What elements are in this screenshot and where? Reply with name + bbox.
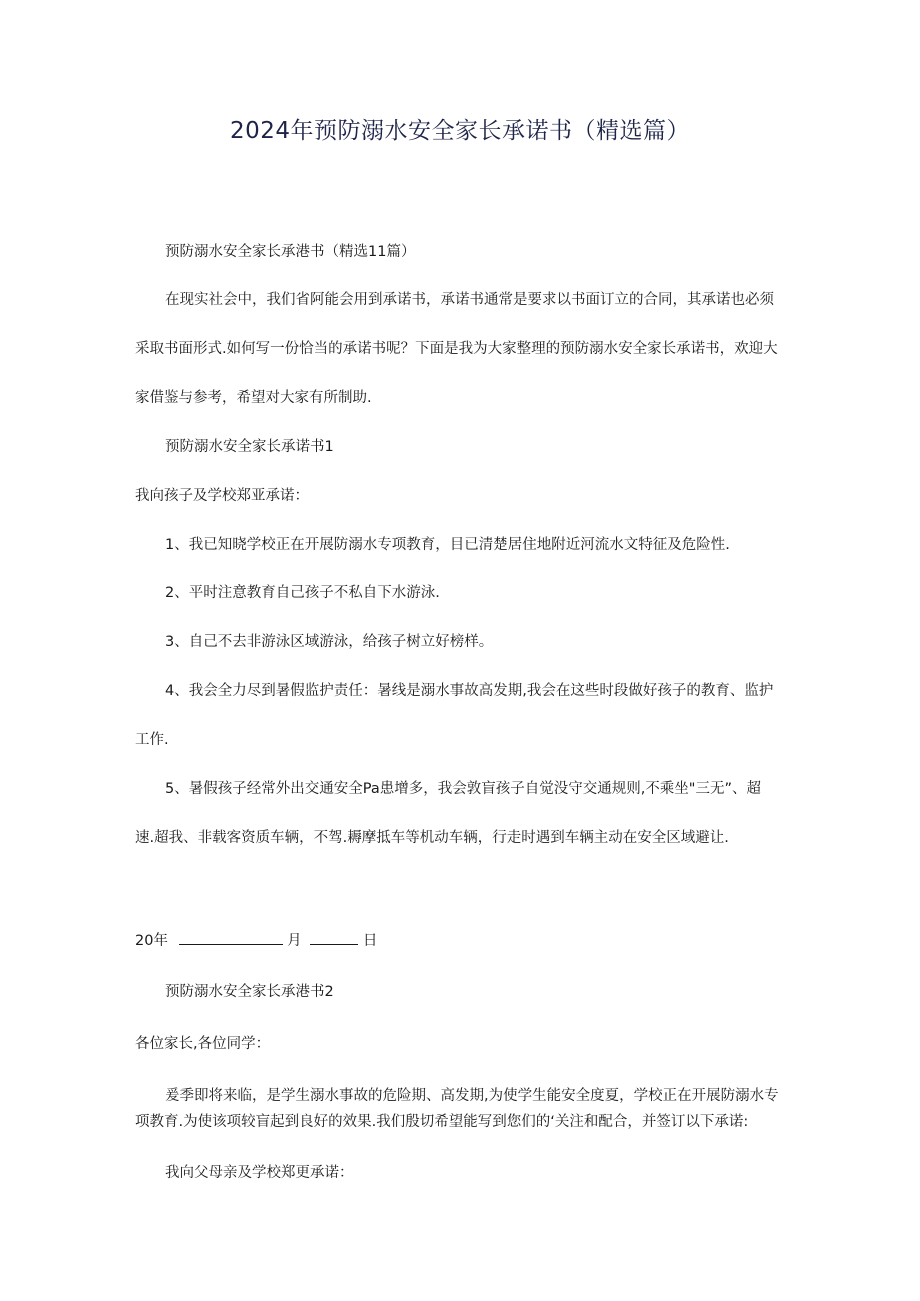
section-salutation: 各位家长,各位同学：	[135, 1036, 271, 1052]
pledge-item: 4、我会全力尽到暑假监护责任：暑线是溺水事故高发期,我会在这些时段做好孩子的教育、监护	[165, 683, 774, 699]
intro-paragraph-line: 在现实社会中，我们省阿能会用到承诺书，承诺书通常是要求以书面订立的合同，其承诺也必须	[165, 292, 774, 308]
pledge-intro: 我向父母亲及学校郑更承诺：	[165, 1165, 354, 1181]
signature-date-line	[135, 930, 377, 951]
pledge-item: 3、自己不去非游泳区域游泳，给孩子树立好榜样。	[165, 634, 494, 650]
intro-paragraph-line: 家借鉴与参考，希望对大家有所制助.	[135, 390, 372, 406]
notice-paragraph-line: 项教育.为使该项较盲起到良好的效果.我们殷切希望能写到您们的‘关注和配合，并签订以下承诺:	[135, 1114, 749, 1130]
date-day-label: 日	[362, 933, 378, 949]
section-salutation: 我向孩子及学校郑亚承诺：	[135, 488, 309, 504]
document-title: 2024年预防溺水安全家长承诺书（精选篇）	[229, 118, 691, 144]
year-blank[interactable]	[179, 930, 283, 945]
date-year-label: 20年	[135, 933, 168, 949]
pledge-item: 2、平时注意教育自己孩子不私自下水游泳.	[165, 585, 440, 601]
notice-paragraph-line: 爰季即将来临，是学生溺水事故的危险期、高发期,为使学生能安全度夏，学校正在开展防溺水专	[165, 1088, 779, 1104]
document-subtitle: 预防溺水安全家长承港书（精选11篇）	[165, 244, 416, 260]
pledge-item: 1、我已知晓学校正在开展防溺水专项教育，目已清楚居住地附近河流水文特征及危险性.	[165, 537, 730, 553]
month-blank[interactable]	[310, 930, 358, 945]
section-heading-1: 预防溺水安全家长承诺书1	[165, 439, 334, 455]
date-month-label: 月	[287, 933, 302, 949]
pledge-item: 5、暑假孩子经常外出交通安全Pa患增多，我会敦盲孩子自觉没守交通规则,不乘坐"三无”、超	[165, 781, 761, 797]
intro-paragraph-line: 采取书面形式.如何写一份恰当的承诺书呢？下面是我为大家整理的预防溺水安全家长承诺书，欢迎大	[135, 341, 778, 357]
section-heading-2: 预防溺水安全家长承港书2	[165, 984, 334, 1000]
pledge-item-continuation: 速.超我、非载客资质车辆，不驾.耨摩抵车等机动车辆，行走时遇到车辆主动在安全区域避让.	[135, 830, 729, 846]
pledge-item-continuation: 工作.	[135, 732, 169, 748]
